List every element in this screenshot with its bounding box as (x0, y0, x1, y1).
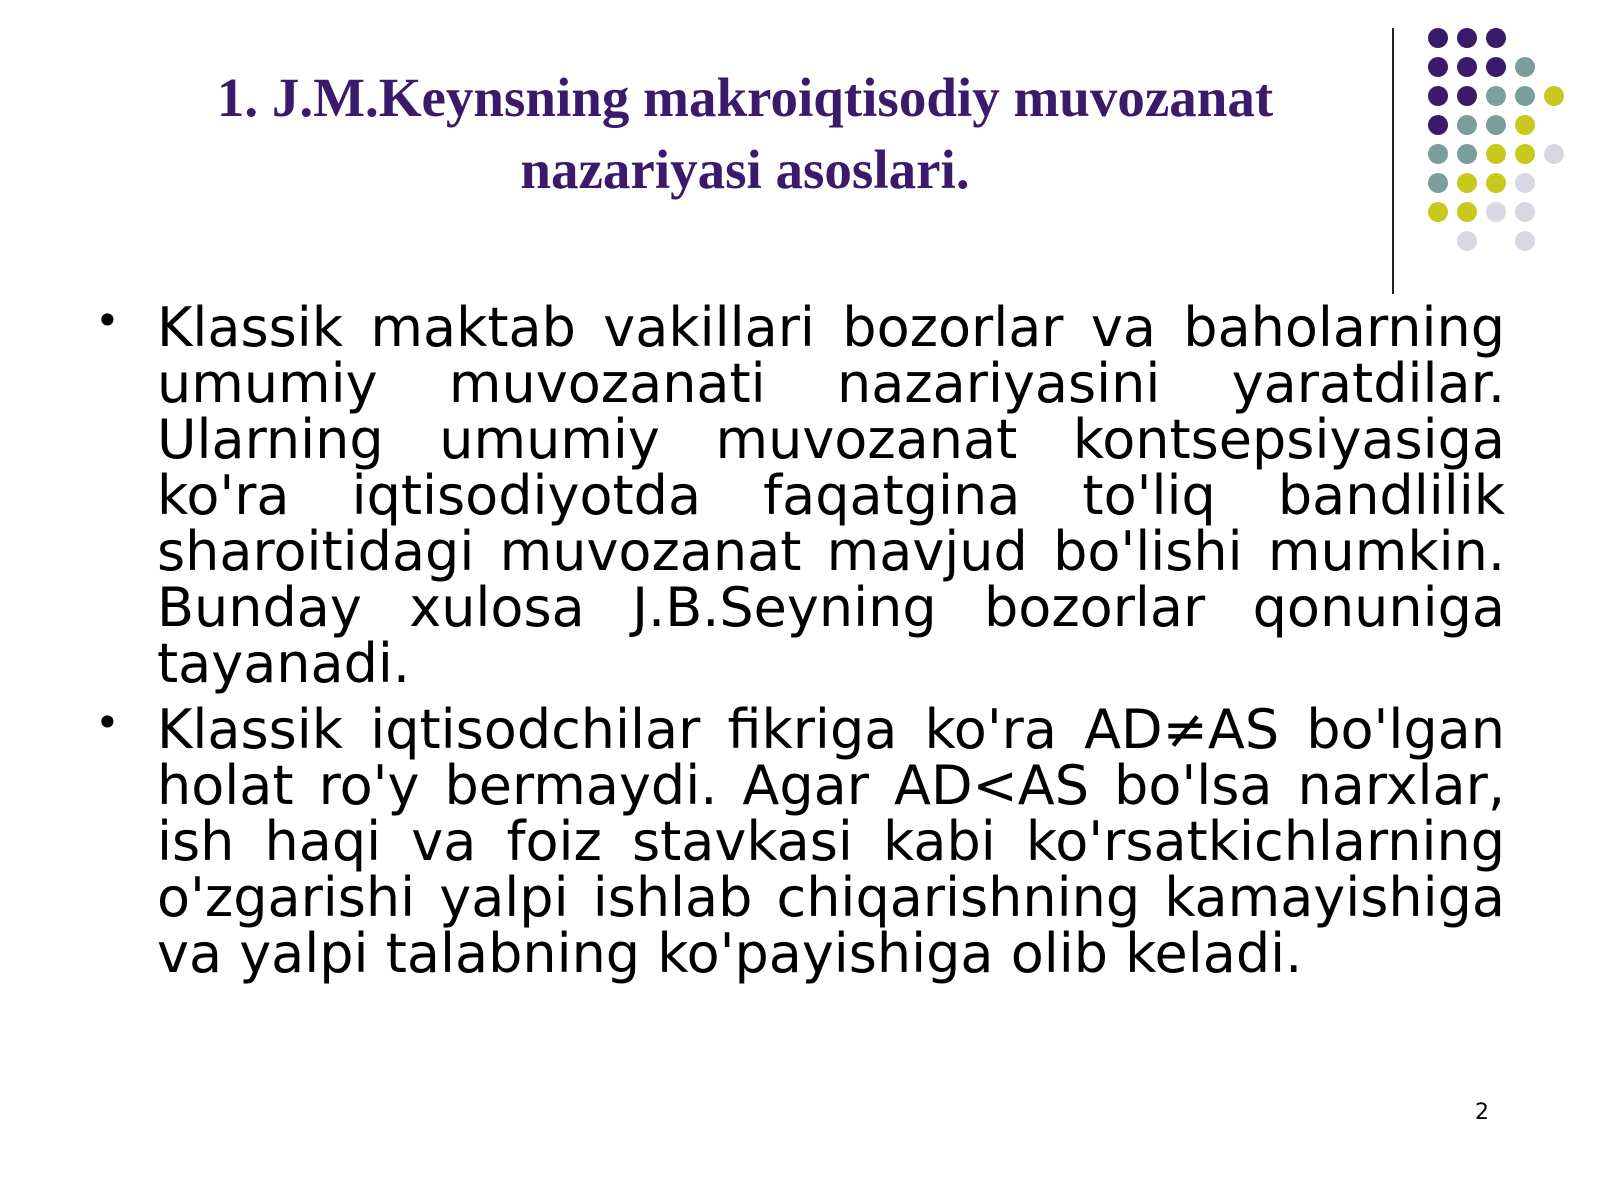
dot-pattern (1428, 28, 1564, 251)
bullet-item-2 (95, 698, 1505, 985)
bullet-marker: • (95, 698, 120, 747)
slide-body (95, 296, 1505, 992)
slide-title-line-1: 1. J.M.Keynsning makroiqtisodiy muvozanat (216, 67, 1274, 128)
page-number: 2 (1475, 1100, 1489, 1125)
slide-title-line-2: nazariyasi asoslari. (520, 139, 970, 200)
slide-title (100, 62, 1390, 206)
title-divider-line (1392, 28, 1394, 294)
bullet-marker: • (95, 296, 120, 345)
bullet-text-1: Klassik maktab vakillari bozorlar va baholarning umumiy muvozanati nazariyasini yaratdilar. Ularning umumiy muvozanat kontsepsiyasiga ko'ra iqtisodiyotda faqatgina to'liq bandlilik sharoitidagi muvozanat mavjud bo'lishi mumkin. Bunday xulosa J.B.Seyning bozorlar qonuniga tayanadi. (157, 296, 1505, 695)
bullet-item-1 (95, 296, 1505, 695)
decorative-dot-grid (1414, 26, 1590, 266)
bullet-text-2: Klassik iqtisodchilar fikriga ko'ra AD≠AS bo'lgan holat ro'y bermaydi. Agar AD<AS bo'lsa narxlar, ish haqi va foiz stavkasi kabi ko'rsatkichlarning o'zgarishi yalpi ishlab chiqarishning kamayishiga va yalpi talabning ko'payishiga olib keladi. (157, 698, 1505, 985)
